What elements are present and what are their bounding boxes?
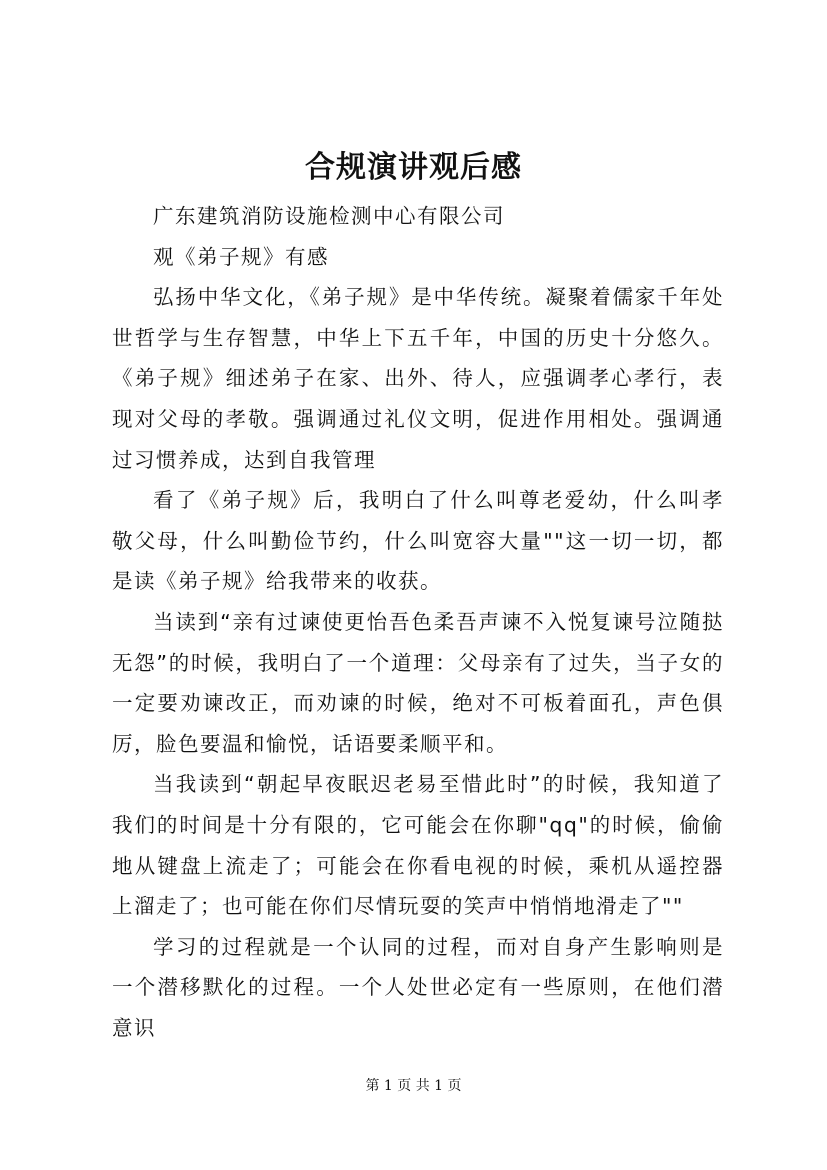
document-body bbox=[112, 196, 724, 1048]
body-paragraph: 广东建筑消防设施检测中心有限公司 bbox=[153, 204, 505, 228]
document-title: 合规演讲观后感 bbox=[305, 150, 522, 185]
body-paragraph: 弘扬中华文化，《弟子规》是中华传统。凝聚着儒家千年处世哲学与生存智慧，中华上下五千年，中国的历史十分悠久。《弟子规》细述弟子在家、出外、待人，应强调孝心孝行，表现对父母的孝敬。强调通过礼仪文明，促进作用相处。强调通过习惯养成，达到自我管理 bbox=[112, 285, 724, 472]
body-paragraph: 观《弟子规》有感 bbox=[153, 244, 329, 269]
body-paragraph: 学习的过程就是一个认同的过程，而对自身产生影响则是一个潜移默化的过程。一个人处世必定有一些原则，在他们潜意识 bbox=[112, 934, 724, 1040]
body-paragraph: 当我读到“朝起早夜眠迟老易至惜此时”的时候，我知道了我们的时间是十分有限的，它可能会在你聊"qq"的时候，偷偷地从键盘上流走了；可能会在你看电视的时候，乘机从遥控器上溜走了；也可能在你们尽情玩耍的笑声中悄悄地滑走了"" bbox=[112, 772, 724, 919]
body-paragraph: 当读到“亲有过谏使更怡吾色柔吾声谏不入悦复谏号泣随挞无怨”的时候，我明白了一个道理：父母亲有了过失，当子女的一定要劝谏改正，而劝谏的时候，绝对不可板着面孔，声色俱厉，脸色要温和愉悦，话语要柔顺平和。 bbox=[112, 609, 724, 756]
page-footer: 第 1 页 共 1 页 bbox=[365, 1078, 462, 1094]
body-paragraph: 看了《弟子规》后，我明白了什么叫尊老爱幼，什么叫孝敬父母，什么叫勤俭节约，什么叫宽容大量""这一切一切，都是读《弟子规》给我带来的收获。 bbox=[112, 488, 724, 594]
